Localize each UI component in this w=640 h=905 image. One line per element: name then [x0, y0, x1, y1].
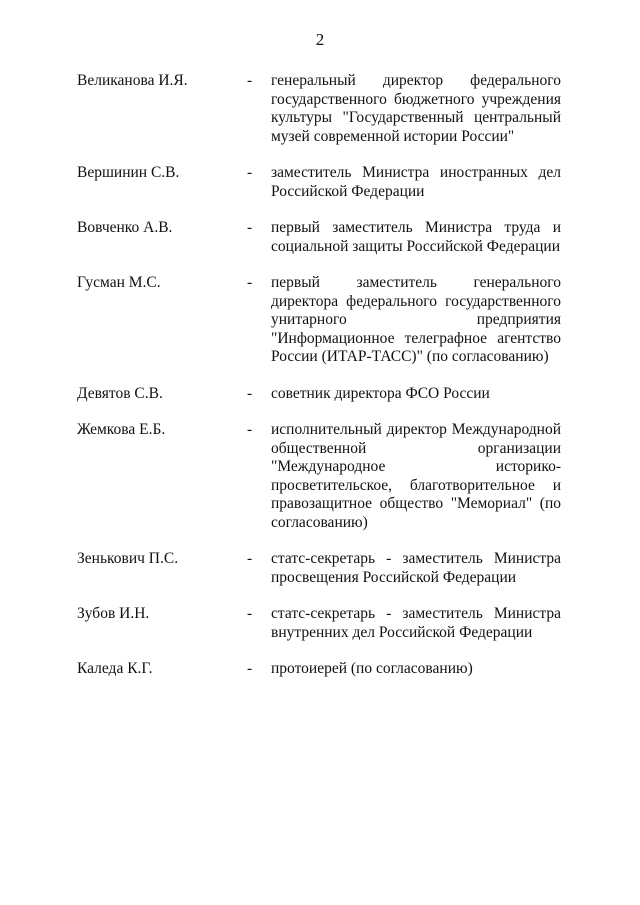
member-position: протоиерей (по согласованию) [271, 660, 473, 677]
member-entry [77, 605, 561, 642]
member-list [77, 72, 561, 697]
entry-dash: - [247, 164, 253, 181]
member-position: исполнительный директор Международной общественной организации "Международное историко-просветительское, благотворительное и правозащитное общество "Мемориал" (по согласованию) [271, 421, 561, 531]
member-position: первый заместитель генерального директора федерального государственного унитарного предприятия "Информационное телеграфное агентство России (ИТАР-ТАСС)" (по согласованию) [271, 274, 561, 365]
entry-dash: - [247, 72, 253, 89]
member-entry [77, 421, 561, 532]
member-name: Вершинин С.В. [77, 164, 180, 181]
entry-dash: - [247, 274, 253, 291]
entry-dash: - [247, 219, 253, 236]
member-position: статс-секретарь - заместитель Министра просвещения Российской Федерации [271, 550, 561, 586]
member-position: генеральный директор федерального государственного бюджетного учреждения культуры "Государственный центральный музей современной истории России" [271, 72, 561, 145]
member-entry [77, 164, 561, 201]
member-position: заместитель Министра иностранных дел Российской Федерации [271, 164, 561, 200]
member-entry [77, 550, 561, 587]
page-number: 2 [315, 30, 325, 49]
member-name: Девятов С.В. [77, 384, 163, 402]
member-name: Гусман М.С. [77, 274, 161, 291]
entry-dash: - [247, 605, 253, 622]
entry-dash: - [247, 550, 253, 567]
member-entry [77, 219, 561, 256]
member-name: Жемкова Е.Б. [77, 421, 166, 438]
member-position: статс-секретарь - заместитель Министра внутренних дел Российской Федерации [271, 605, 561, 641]
member-position: советник директора ФСО России [271, 384, 490, 402]
member-entry [77, 660, 561, 679]
member-entry [77, 274, 561, 367]
member-name: Зубов И.Н. [77, 605, 150, 622]
member-name: Великанова И.Я. [77, 72, 188, 89]
entry-dash: - [247, 421, 253, 438]
member-position: первый заместитель Министра труда и социальной защиты Российской Федерации [271, 219, 561, 255]
entry-dash: - [247, 384, 253, 402]
member-name: Зенькович П.С. [77, 550, 179, 567]
member-entry [77, 72, 561, 146]
member-name: Вовченко А.В. [77, 219, 173, 236]
member-name: Каледа К.Г. [77, 660, 153, 677]
entry-dash: - [247, 660, 253, 677]
member-entry [77, 385, 561, 404]
